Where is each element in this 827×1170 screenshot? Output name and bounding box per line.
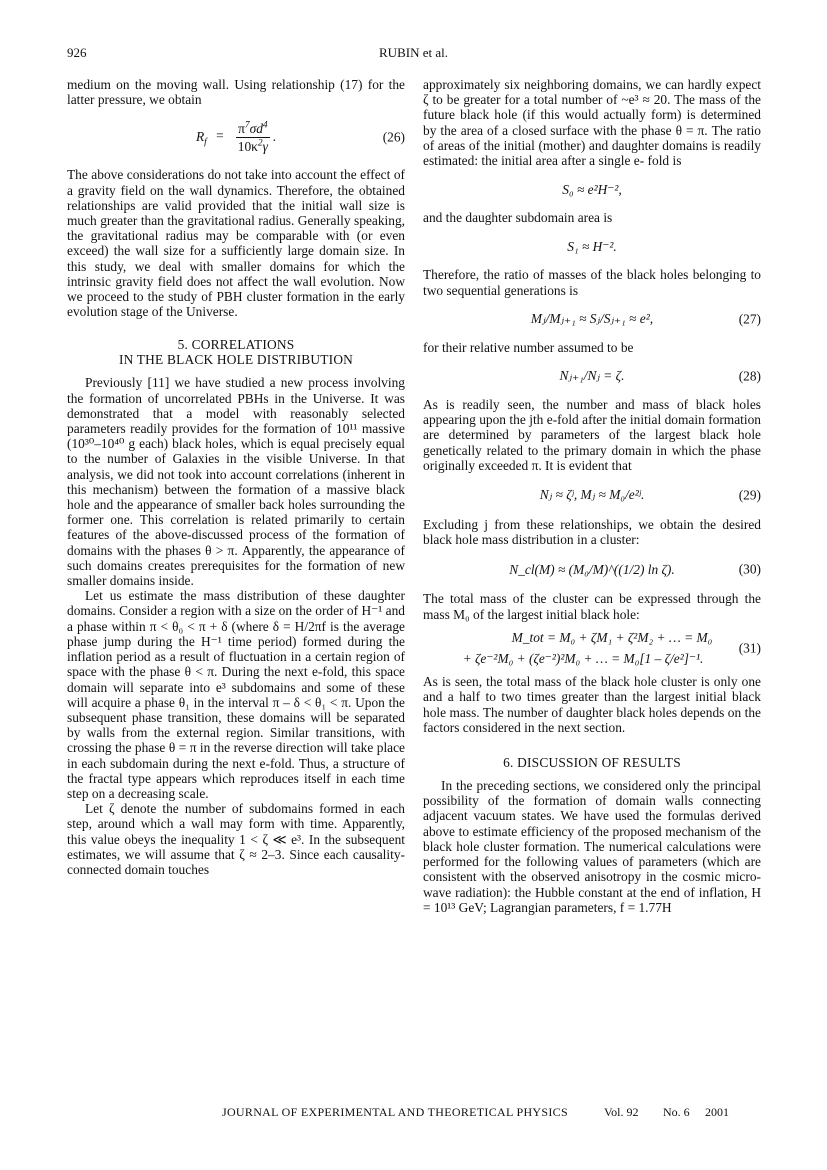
equation-31: M_tot = M₀ + ζM₁ + ζ²M₂ + … = M₀ + ζe⁻²M₀ + (ζe⁻²)²M₀ + … = M₀[1 – ζ/e²]⁻¹. (31) [462,629,761,667]
left-column [67,77,405,877]
equation-s0: S₀ ≈ e²H⁻², [562,181,622,197]
equation-27: Mⱼ/Mⱼ₊₁ ≈ Sⱼ/Sⱼ₊₁ ≈ e², (27) [530,311,761,327]
section-heading: 6. DISCUSSION OF RESULTS [503,755,681,771]
journal-volume: Vol. 92 [604,1105,639,1119]
paragraph: medium on the moving wall. Using relationship (17) for the latter pressure, we obtain [67,77,405,108]
paragraph: Let ζ denote the number of subdomains formed in each step, around which a wall may form with time. Apparently, this value obeys the inequality 1 < ζ ≪ e³. In the subsequent estimates, we will assume that ζ ≈ 2–3. Since each causality-connected domain touches [67,801,405,877]
journal-name: JOURNAL OF EXPERIMENTAL AND THEORETICAL PHYSICS [222,1105,568,1119]
paragraph: and the daughter subdomain area is [423,210,613,226]
equation-number: (29) [738,487,761,503]
journal-issue: No. 6 [663,1105,690,1119]
equation-number: (26) [382,129,405,145]
equation-body: $R_f$ = $\frac{\pi^7\sigma d^4}{10\kappa^2\gamma}$ . [195,120,277,154]
equation-number: (30) [738,561,761,577]
equation-number: (31) [738,640,761,656]
paragraph: approximately six neighboring domains, we can hardly expect ζ to be greater for a total number of ~e³ ≈ 20. The mass of the future black hole (if this would actually form) is determined by the area of a closed surface with the phase θ = π. The ratio of areas of the initial (mother) and daughter domains is readily estimated: the initial area after a single e- fold is [423,77,761,169]
paragraph: Previously [11] we have studied a new process involving the formation of uncorrelated PBHs in the Universe. It was demonstrated that a model with reasonably selected parameters readily provides for the formation of 10¹¹ massive (10³⁰–10⁴⁰ g each) black holes, which is equal precisely equal to the number of Galaxies in the visible Universe. In that analysis, we did not took into account correlations (inherent in this mechanism) between the formation of a massive black hole and the appearance of smaller back holes surrounding the former one. This correlation is related primarily to certain features of the above-discussed process of the formation of domains with the phases θ > π. Apparently, the appearance of such domains creates prerequisites for the formation of new smaller domains inside. [67,375,405,589]
paragraph: In the preceding sections, we considered only the principal possibility of the formation of domain walls connecting adjacent vacuum states. We have used the formulas derived above to estimate efficiency of the proposed mechanism of the black hole cluster formation. The numerical calculations were performed for the following values of parameters (which are consistent with the observed anisotropy in the cosmic microwave radiation): the Hubble constant at the end of inflation, H = 10¹³ GeV; Lagrangian parameters, f = 1.77H [423,778,761,915]
page-number: 926 [67,45,87,60]
paragraph: As is seen, the total mass of the black hole cluster is only one and a half to two times greater than the largest initial black hole mass. The number of daughter black holes depends on the factors considered in the next section. [423,674,761,735]
paragraph: The above considerations do not take into account the effect of a gravity field on the wall dynamics. Therefore, the obtained relationships are valid provided that the initial wall size is much greater than the gravitational radius. Generally speaking, the gravitational radius may be comparable with (or even exceed) the wall size for a sufficiently large domain size. In this study, we deal with smaller domains for which the intrinsic gravity field does not affect the wall evolution. Now we proceed to the study of PBH cluster formation in the early evolution stage of the Universe. [67,167,405,320]
right-column [423,77,761,915]
paragraph: As is readily seen, the number and mass of black holes appearing upon the jth e-fold after the initial domain formation are determined by parameters of the largest black hole genetically related to the primary domain in which the phase originally exceeded π. It is evident that [423,397,761,473]
equation-s1: S₁ ≈ H⁻². [567,238,617,254]
equation-number: (27) [738,311,761,327]
paragraph: The total mass of the cluster can be expressed through the mass M₀ of the largest initial black hole: [423,591,761,622]
paragraph: Excluding j from these relationships, we obtain the desired black hole mass distribution in a cluster: [423,517,761,548]
section-heading: 5. CORRELATIONS IN THE BLACK HOLE DISTRIBUTION [118,337,354,368]
journal-year: 2001 [705,1105,729,1119]
paragraph: Let us estimate the mass distribution of these daughter domains. Consider a region with a size on the order of H⁻¹ and a phase within π < θ₀ < π + δ (where δ = H/2πf is the average phase jump during the H⁻¹ time period) formed during the inflation period as a result of fluctuation in a certain region of space with the phase θ < π. During the next e-fold, this space domain will separate into e³ subdomains and some of these will acquire a phase θ₁ in the interval π – δ < θ₁ < π. Upon the subsequent phase transition, these domains will be separated by walls from the external region. Similar transitions, with crossing the phase θ = π in the reverse direction will take place in each subdomain during the next e-fold. Thus, a structure of the fractal type appears which reproduces itself in each time step on a decreasing scale. [67,588,405,801]
equation-26 [67,113,405,161]
equation-29: Nⱼ ≈ ζʲ, Mⱼ ≈ M₀/e²ʲ. (29) [539,487,761,503]
paragraph: for their relative number assumed to be [423,339,634,355]
equation-number: (28) [738,368,761,384]
paragraph: Therefore, the ratio of masses of the black holes belonging to two sequential generations is [423,267,761,298]
equation-28: Nⱼ₊₁/Nⱼ = ζ. (28) [559,368,761,384]
equation-30: N_cl(M) ≈ (M₀/M)^((1/2) ln ζ). (30) [509,561,761,577]
running-title: RUBIN et al. [379,45,448,60]
